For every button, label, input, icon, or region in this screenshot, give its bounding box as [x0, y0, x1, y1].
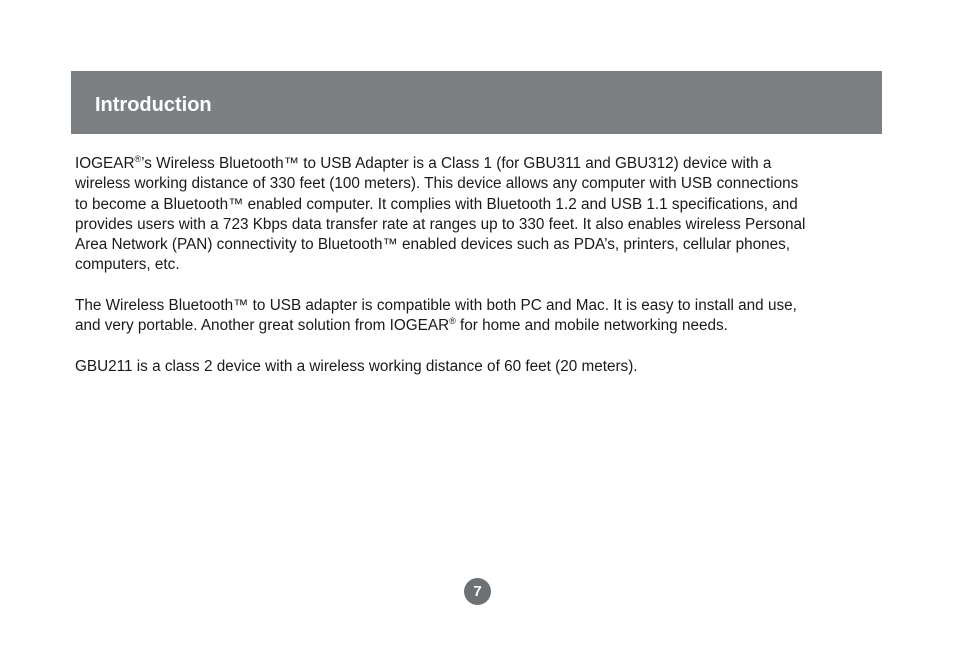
registered-mark: ®: [449, 316, 456, 327]
registered-mark: ®: [134, 153, 142, 164]
intro-paragraph-1: [75, 154, 880, 276]
text-line: for home and mobile networking needs.: [455, 317, 728, 335]
intro-paragraph-2: [75, 296, 880, 337]
text-line: and very portable. Another great solution from IOGEAR: [75, 317, 450, 335]
section-header-bar: [71, 71, 882, 134]
text-line: ’s Wireless Bluetooth™ to USB Adapter is a Class 1 (for GBU311 and GBU312) device with a: [141, 155, 772, 172]
text-line: to become a Bluetooth™ enabled computer. It complies with Bluetooth 1.2 and USB 1.1 specifications, and: [75, 195, 798, 213]
text-line: The Wireless Bluetooth™ to USB adapter is compatible with both PC and Mac. It is easy to install and use,: [75, 297, 797, 315]
text-line: computers, etc.: [75, 256, 180, 274]
text-line: Area Network (PAN) connectivity to Bluetooth™ enabled devices such as PDA’s, printers, cellular phones,: [75, 236, 791, 254]
text-line: wireless working distance of 330 feet (100 meters). This device allows any computer with USB connections: [75, 175, 799, 193]
text-line: provides users with a 723 Kbps data transfer rate at ranges up to 330 feet. It also enables wireless Personal: [75, 215, 806, 233]
introduction-body: [75, 154, 880, 398]
brand-name: IOGEAR: [75, 155, 135, 172]
intro-paragraph-3: [75, 357, 880, 377]
page-number-badge: 7: [464, 578, 491, 605]
section-title: Introduction: [95, 94, 212, 116]
text-line: GBU211 is a class 2 device with a wireless working distance of 60 feet (20 meters).: [75, 357, 638, 375]
